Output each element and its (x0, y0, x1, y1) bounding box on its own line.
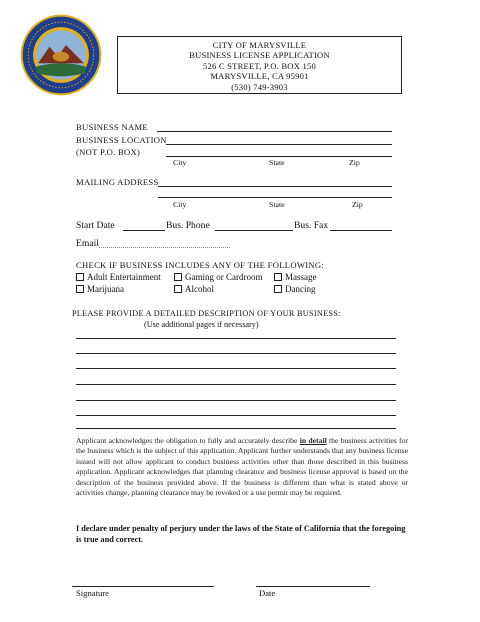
description-subheading: (Use additional pages if necessary) (144, 320, 259, 329)
mailing-city-label: City (173, 200, 187, 209)
description-line[interactable] (76, 384, 396, 385)
bus-phone-label: Bus. Phone (166, 220, 210, 231)
ack-text: the business activities for the business which is the subject of this application. Applicant further understands that any business license issued will not allow applicant to conduct business activities other than those described in this business application. Applicant acknowledges that planning clearance and business license approval is based on the description of the business provided above. If the business is different than what is stated above or activities change, planning clearance may be revoked or a use permit may be required. (76, 436, 409, 498)
mailing-state-label: State (269, 200, 285, 209)
option-label: Gaming or Cardroom (185, 272, 263, 282)
business-location-field[interactable] (166, 144, 392, 145)
email-field[interactable] (99, 247, 230, 248)
description-line[interactable] (76, 428, 396, 429)
description-line[interactable] (76, 400, 396, 401)
option-alcohol[interactable] (174, 284, 214, 294)
checklist-heading: CHECK IF BUSINESS INCLUDES ANY OF THE FOLLOWING: (76, 260, 325, 270)
checkbox[interactable] (274, 273, 282, 281)
description-line[interactable] (76, 338, 396, 339)
business-location-field-2[interactable] (166, 156, 392, 157)
description-line[interactable] (76, 415, 396, 416)
checkbox[interactable] (174, 285, 182, 293)
header-phone: (530) 749-3903 (231, 81, 288, 92)
location-city-label: City (173, 158, 187, 167)
option-label: Adult Entertainment (87, 272, 161, 282)
ack-emphasis: in detail (299, 436, 327, 445)
checkbox[interactable] (76, 273, 84, 281)
business-name-label: BUSINESS NAME (76, 122, 148, 132)
location-zip-label: Zip (349, 158, 360, 167)
option-label: Dancing (285, 284, 316, 294)
ack-text: Applicant acknowledges the obligation to fully and accurately describe (76, 436, 300, 445)
mailing-address-field-2[interactable] (158, 197, 392, 198)
date-label: Date (259, 588, 276, 598)
mailing-address-field[interactable] (158, 186, 392, 187)
header-citystate: MARYSVILLE, CA 95901 (210, 71, 309, 82)
location-state-label: State (269, 158, 285, 167)
signature-label: Signature (76, 588, 109, 598)
option-dancing[interactable] (274, 284, 316, 294)
option-label: Massage (285, 272, 317, 282)
not-po-box-label: (NOT P.O. BOX) (76, 147, 141, 157)
option-marijuana[interactable] (76, 284, 124, 294)
mailing-zip-label: Zip (352, 200, 363, 209)
option-label: Alcohol (185, 284, 214, 294)
start-date-field[interactable] (123, 230, 165, 231)
city-seal-logo (20, 14, 102, 96)
email-label: Email (76, 238, 99, 249)
perjury-declaration: I declare under penalty of perjury under the laws of the State of California that the foregoing is true and correct. (76, 524, 406, 545)
bus-phone-field[interactable] (215, 230, 293, 231)
mailing-address-label: MAILING ADDRESS (76, 177, 159, 187)
business-location-label: BUSINESS LOCATION (76, 135, 167, 145)
header-city: CITY OF MARYSVILLE (212, 40, 307, 50)
signature-line[interactable] (72, 586, 214, 587)
option-gaming-cardroom[interactable] (174, 272, 262, 282)
checkbox[interactable] (174, 273, 182, 281)
option-adult-entertainment[interactable] (76, 272, 161, 282)
description-heading: PLEASE PROVIDE A DETAILED DESCRIPTION OF YOUR BUSINESS: (72, 309, 341, 318)
description-line[interactable] (76, 353, 396, 354)
checkbox[interactable] (76, 285, 84, 293)
bus-fax-label: Bus. Fax (294, 220, 329, 231)
business-name-field[interactable] (157, 131, 392, 132)
bus-fax-field[interactable] (330, 230, 392, 231)
date-line[interactable] (256, 586, 370, 587)
option-massage[interactable] (274, 272, 317, 282)
description-line[interactable] (76, 368, 396, 369)
acknowledgement-paragraph (76, 436, 408, 498)
letterhead-box (117, 36, 402, 94)
start-date-label: Start Date (76, 220, 115, 231)
header-title: BUSINESS LICENSE APPLICATION (189, 50, 330, 61)
option-label: Marijuana (87, 284, 124, 294)
checkbox[interactable] (274, 285, 282, 293)
header-street: 526 C STREET, P.O. BOX 150 (203, 60, 316, 71)
